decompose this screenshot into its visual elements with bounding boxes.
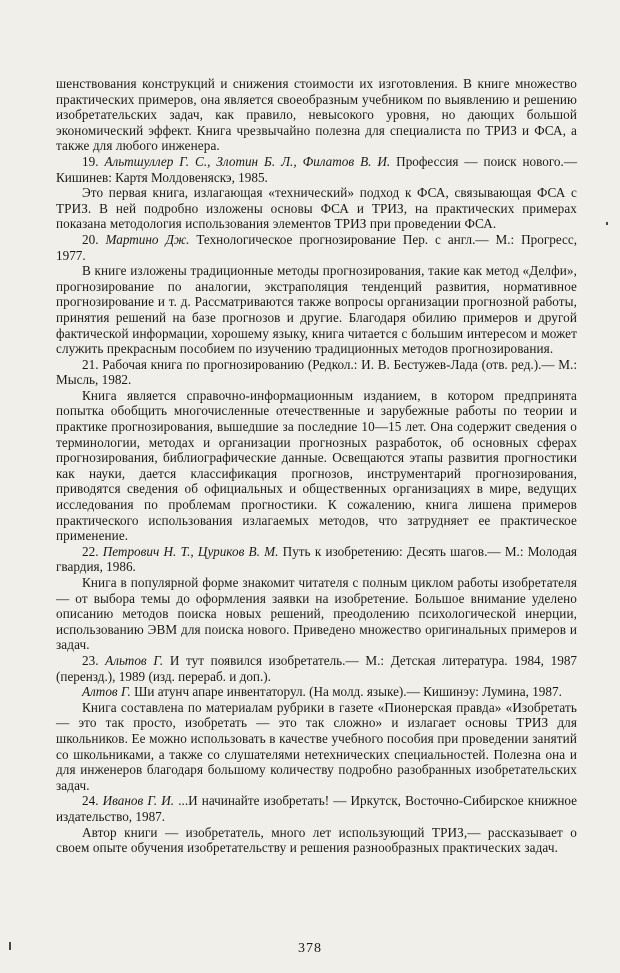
entry-author: Алтов Г. (82, 684, 131, 700)
entry-number: 22. (82, 543, 99, 559)
bibliography-entry (56, 544, 577, 575)
entry-description: шенствования конструкций и снижения стоимости их изготовления. В книге множество практических примеров, она является своеобразным учебником по выявлению и решению изобретательских задач, как правило, невысокого уровня, но дающих большой экономический эффект. Книга чрезвычайно полезна для специалиста по ТРИЗ и ФСА, а также для любого инженера. (56, 76, 577, 154)
entry-title: ...И начинайте изобретать! — Иркутск, Восточно-Сибирское книжное издательство, 1987. (56, 793, 577, 824)
entry-description: Книга является справочно-информационным изданием, в котором предпринята попытка обобщить многочисленные отечественные и зарубежные работы по теории и практике прогнозирования, вышедшие за последние 10—15 лет. Она содержит сведения о терминологии, методах и организации прогнозных разработок, об основных сферах прогнозирования, библиографические данные. Освещаются этапы развития прогностики как науки, дается классификация прогнозов, инструментарий прогнозирования, приводятся сведения об официальных и общественных организациях в мире, ведущих исследования по проблемам прогностики. К сожалению, книга лишена примеров практического использования излагаемых методов, что затрудняет ее практическое применение. (56, 387, 577, 544)
scan-edge-mark (9, 942, 11, 950)
bibliography-entry (56, 232, 577, 263)
entry-number: 20. (82, 231, 99, 247)
entry-title: Ши атунч апаре инвентаторул. (На молд. языке).— Кишинэу: Лумина, 1987. (134, 684, 562, 700)
bibliography-entry (56, 154, 577, 185)
entry-author: Альтов Г. (105, 652, 164, 668)
entry-title: Рабочая книга по прогнозированию (Редкол.: И. В. Бестужев-Лада (отв. ред.).— М.: Мысль, 1982. (56, 356, 577, 388)
entry-title: Технологическое прогнозирование Пер. с англ.— М.: Прогресс, 1977. (56, 231, 578, 263)
entry-description: В книге изложены традиционные методы прогнозирования, такие как метод «Делфи», прогнозирование по аналогии, экстраполяция тенденций развития, нормативное прогнозирование и т. д. Рассматриваются также вопросы организации прогнозной работы, принятия решений на базе прогнозов и другие. Благодаря обилию примеров и другой фактической информации, хорошему языку, книга читается с большим интересом и может служить прекрасным пособием по изучению традиционных методов прогнозирования. (56, 263, 577, 357)
entry-title: Профессия — поиск нового.— Кишинев: Картя Молдовеняскэ, 1985. (56, 153, 578, 185)
entry-number: 24. (82, 793, 99, 809)
bibliography-text (56, 76, 577, 856)
entry-description: Книга в популярной форме знакомит читателя с полным циклом работы изобретателя — от выбора темы до оформления заявки на изобретение. Большое внимание уделено описанию методов поиска новых решений, преодолению психологической инерции, использованию ЭВМ для поиска нового. Приведено множество оригинальных примеров и задач. (56, 575, 577, 653)
bibliography-entry (56, 653, 577, 684)
entry-title: Путь к изобретению: Десять шагов.— М.: Молодая гвардия, 1986. (56, 543, 578, 575)
page-number: 378 (298, 941, 322, 956)
bibliography-entry (56, 793, 577, 824)
entry-number: 21. (82, 356, 99, 372)
entry-description: Это первая книга, излагающая «технический» подход к ФСА, связывающая ФСА с ТРИЗ. В ней подробно изложены основы ФСА и ТРИЗ, на практических примерах показана методология использования элементов ТРИЗ при проведении ФСА. (56, 185, 577, 232)
entry-author: Петрович Н. Т., Цуриков В. М. (102, 543, 279, 559)
entry-author: Иванов Г. И. (102, 793, 175, 809)
entry-number: 19. (82, 153, 99, 169)
entry-description: Книга составлена по материалам рубрики в газете «Пионерская правда» «Изобретать — это так просто, изобретать — это так сложно» и излагает основы ТРИЗ для школьников. Ее можно использовать в качестве учебного пособия при проведении занятий со школьниками, а также со слушателями нетехнических специальностей. Полезна она и для инженеров благодаря большому количеству подробно разобранных изобретательских задач. (56, 699, 577, 793)
bibliography-entry (56, 684, 577, 700)
entry-title: И тут появился изобретатель.— М.: Детская литература. 1984, 1987 (перензд.), 1989 (изд. перераб. и доп.). (56, 652, 578, 684)
entry-author: Альтшуллер Г. С., Злотин Б. Л., Филатов В. И. (104, 153, 391, 169)
entry-author: Мартино Дж. (105, 231, 190, 247)
entry-description: Автор книги — изобретатель, много лет использующий ТРИЗ,— рассказывает о своем опыте обучения изобретательству и решения разнообразных практических задач. (56, 824, 577, 856)
bibliography-entry (56, 357, 577, 388)
scan-edge-mark (606, 222, 608, 225)
entry-number: 23. (82, 652, 99, 668)
